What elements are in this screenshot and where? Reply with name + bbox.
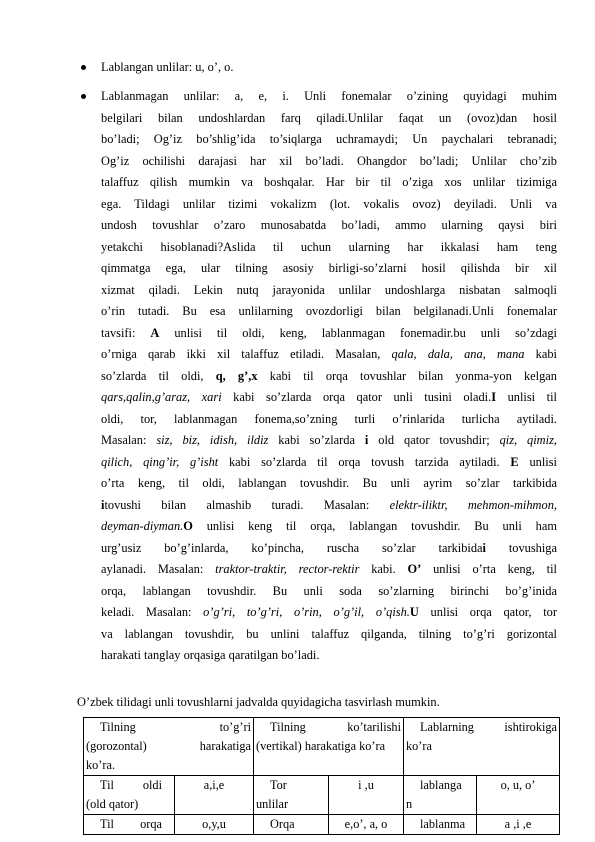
table-cell: e,o’, a, o [329, 815, 404, 835]
bullet-text: Lablangan unlilar: u, o’, o. [101, 60, 234, 74]
paragraph-line: belgilari bilan undoshlardan farq qiladi.Unlilar faqat un (ovoz)dan hosil [101, 110, 557, 125]
bullet-item-unrounded [101, 86, 557, 667]
table-cell: Til orqa [84, 815, 175, 835]
paragraph-line: Lablanmagan unlilar: a, e, i. Unli fonemalar o’zining quyidagi muhim [101, 89, 557, 103]
paragraph-line: oldi, tor, lablanmagan fonema,so’zning turli o’rinlarida turlicha aytiladi. [101, 411, 557, 426]
table-cell: a,i,e [175, 776, 254, 815]
paragraph-line: harakati tanglay orqasiga qaratilgan bo’ladi. [101, 648, 320, 662]
bullet-icon [81, 65, 86, 70]
vowel-table [83, 717, 560, 835]
bullet-icon [81, 94, 86, 99]
paragraph-line: orqa, lablangan tovushdir. Bu unli soda so’zlarning birinchi bo’g’inida [101, 583, 557, 598]
paragraph-line: urg’usiz bo’g’inlarda, ko’pincha, ruscha so’zlar tarkibidai tovushiga [101, 540, 558, 555]
table-intro: O’zbek tilidagi unli tovushlarni jadvalda quyidagicha tasvirlash mumkin. [77, 695, 440, 709]
header-lips: Lablarning ishtirokiga ko’ra [404, 718, 560, 776]
paragraph-line: ega. Tildagi unlilar tizimi vokalizm (lot. vokalis ovoz) deyiladi. Unli va [101, 196, 557, 211]
paragraph-line: o’rin tutadi. Bu esa unlilarning ovozdorligi bilan belgilanadi.Unli fonemalar [101, 304, 557, 318]
paragraph-line: Og’iz ochilishi darajasi har xil bo’ladi. Ohangdor bo’ladi; Unlilar cho’zib [101, 153, 557, 168]
table-cell: i ,u [329, 776, 404, 815]
paragraph-line: aylanadi. Masalan: traktor-traktir, rector-rektir kabi. O’ unlisi o’rta keng, til [101, 562, 557, 576]
paragraph-line: keladi. Masalan: o’g’ri, to’g’ri, o’rin, o’g’il, o’qish.U unlisi orqa qator, tor [101, 605, 557, 619]
table-cell: lablanga n [404, 776, 477, 815]
header-vertical: Tilning ko’tarilishi (vertikal) harakatiga ko’ra [254, 718, 404, 776]
table-cell: o, u, o’ [477, 776, 560, 815]
table-cell: Tor unlilar [254, 776, 329, 815]
table-cell: lablanma [404, 815, 477, 835]
bullet-item-rounded [101, 57, 557, 79]
paragraph-line: undosh tovushlar o’zaro munosabatda bo’ladi, ammo ularning qaysi biri [101, 218, 557, 232]
paragraph-line: itovushi bilan almashib turadi. Masalan: elektr-iliktr, mehmon-mihmon, [101, 497, 557, 512]
paragraph-line: xizmat qiladi. Lekin nutq jarayonida unlilar undoshlarga nisbatan salmoqli [101, 282, 557, 297]
paragraph-line: deyman-diyman.O unlisi keng til orqa, lablangan tovushdir. Bu unli ham [101, 519, 557, 533]
table-cell: o,y,u [175, 815, 254, 835]
paragraph-line: so’zlarda til oldi, q, g’,x kabi til orqa tovushlar bilan yonma-yon kelgan [101, 368, 558, 383]
table-cell: a ,i ,e [477, 815, 560, 835]
table-row [84, 815, 560, 835]
table-cell: Orqa [254, 815, 329, 835]
paragraph-line: o’rniga qarab ikki xil talaffuz etiladi. Masalan, qala, dala, ana, mana kabi [101, 347, 557, 361]
paragraph-line: va lablangan tovushdir, bu unlini talaffuz qilganda, tilning to’g’ri gorizontal [101, 626, 557, 641]
paragraph-line: qimmatga ega, ular tilning asosiy birligi-so’zlarni hosil qilishda bir xil [101, 261, 557, 275]
paragraph-line: talaffuz qilish mumkin va boshqalar. Har bir til o’ziga xos unlilar tizimiga [101, 175, 557, 189]
paragraph-line: yetakchi hisoblanadi?Aslida til uchun ularning har ikkalasi ham teng [101, 239, 557, 254]
table-row [84, 776, 560, 815]
table-header-row [84, 718, 560, 776]
table-cell: Til oldi (old qator) [84, 776, 175, 815]
paragraph-line: bo’ladi; Og’iz bo’shlig’ida to’siqlarga uchramaydi; Un paychalari tebranadi; [101, 132, 557, 146]
paragraph-line: Masalan: siz, biz, idish, ildiz kabi so’zlarda i old qator tovushdir; qiz, qimiz, [101, 433, 557, 447]
paragraph-line: qilich, qing’ir, g’isht kabi so’zlarda til orqa tovush tarzida aytiladi. E unlisi [101, 454, 557, 469]
header-horizontal: Tilning to’g’ri (gorozontal) harakatiga ko’ra. [84, 718, 254, 776]
paragraph-line: o’rta keng, til oldi, lablangan tovushdir. Bu unli ayrim so’zlar tarkibida [101, 476, 557, 490]
paragraph-line: tavsifi: A unlisi til oldi, keng, lablanmagan fonemadir.bu unli so’zdagi [101, 325, 557, 340]
paragraph-line: qars,qalin,g’araz, xari kabi so’zlarda orqa qator unli tusini oladi.I unlisi til [101, 390, 557, 404]
